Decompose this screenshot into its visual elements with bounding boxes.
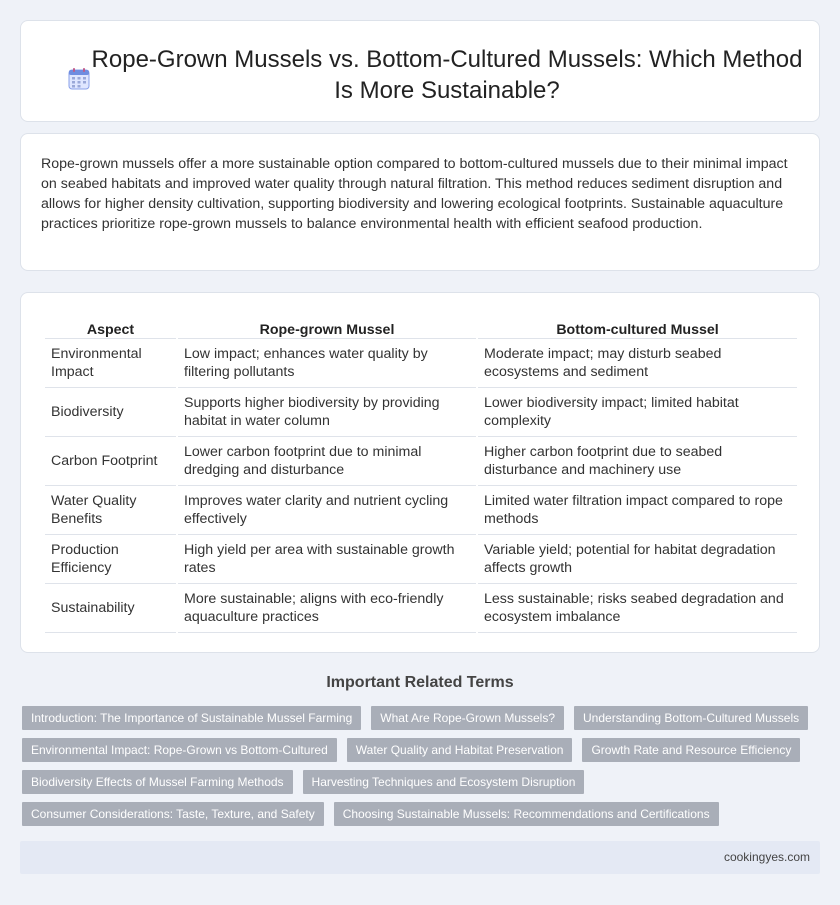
related-terms-row (22, 706, 822, 730)
related-term-link[interactable]: Growth Rate and Resource Efficiency (582, 738, 800, 762)
related-term-link[interactable]: Harvesting Techniques and Ecosystem Disruption (303, 770, 585, 794)
table-cell-aspect: Carbon Footprint (45, 437, 176, 486)
column-header-aspect: Aspect (45, 315, 176, 339)
table-cell-rope: High yield per area with sustainable growth rates (178, 535, 476, 584)
related-terms-row (22, 802, 822, 826)
related-term-link[interactable]: Choosing Sustainable Mussels: Recommendations and Certifications (334, 802, 719, 826)
related-term-link[interactable]: What Are Rope-Grown Mussels? (371, 706, 564, 730)
related-terms-title: Important Related Terms (326, 674, 514, 691)
related-term-link[interactable]: Consumer Considerations: Taste, Texture, and Safety (22, 802, 324, 826)
table-cell-rope: Supports higher biodiversity by providing habitat in water column (178, 388, 476, 437)
table-row (45, 437, 797, 486)
table-cell-rope: More sustainable; aligns with eco-friendly aquaculture practices (178, 584, 476, 633)
table-header-row (45, 315, 797, 339)
table-row (45, 486, 797, 535)
table-cell-bottom: Variable yield; potential for habitat degradation affects growth (478, 535, 797, 584)
table-cell-bottom: Less sustainable; risks seabed degradation and ecosystem imbalance (478, 584, 797, 633)
table-cell-aspect: Sustainability (45, 584, 176, 633)
summary-paragraph: Rope-grown mussels offer a more sustainable option compared to bottom-cultured mussels due to their minimal impact on seabed habitats and improved water quality through natural filtration. This method reduces sediment disruption and allows for higher density cultivation, supporting biodiversity and lowering ecological footprints. Sustainable aquaculture practices prioritize rope-grown mussels to balance environmental health with efficient seafood production. (41, 156, 788, 232)
page-title: Rope-Grown Mussels vs. Bottom-Cultured Mussels: Which Method Is More Sustainable? (91, 46, 803, 104)
comparison-table-card (20, 292, 820, 653)
table-cell-bottom: Moderate impact; may disturb seabed ecosystems and sediment (478, 339, 797, 388)
table-cell-aspect: Biodiversity (45, 388, 176, 437)
footer-site-name: cookingyes.com (723, 850, 810, 864)
comparison-table (43, 315, 799, 633)
calendar-icon (67, 67, 91, 91)
table-cell-aspect: Environmental Impact (45, 339, 176, 388)
table-cell-bottom: Higher carbon footprint due to seabed disturbance and machinery use (478, 437, 797, 486)
related-terms-row (22, 770, 822, 794)
table-row (45, 535, 797, 584)
related-term-link[interactable]: Water Quality and Habitat Preservation (347, 738, 573, 762)
related-terms-row (22, 738, 822, 762)
related-term-link[interactable]: Introduction: The Importance of Sustainable Mussel Farming (22, 706, 361, 730)
table-cell-aspect: Production Efficiency (45, 535, 176, 584)
footer-bar (20, 841, 820, 874)
related-term-link[interactable]: Understanding Bottom-Cultured Mussels (574, 706, 808, 730)
table-cell-bottom: Lower biodiversity impact; limited habitat complexity (478, 388, 797, 437)
table-cell-rope: Lower carbon footprint due to minimal dredging and disturbance (178, 437, 476, 486)
table-row (45, 388, 797, 437)
column-header-bottom-cultured: Bottom-cultured Mussel (478, 315, 797, 339)
related-term-link[interactable]: Biodiversity Effects of Mussel Farming Methods (22, 770, 293, 794)
title-card (20, 20, 820, 122)
table-cell-rope: Low impact; enhances water quality by filtering pollutants (178, 339, 476, 388)
related-terms-list (22, 706, 822, 834)
table-row (45, 339, 797, 388)
table-cell-bottom: Limited water filtration impact compared to rope methods (478, 486, 797, 535)
table-row (45, 584, 797, 633)
table-cell-rope: Improves water clarity and nutrient cycling effectively (178, 486, 476, 535)
related-term-link[interactable]: Environmental Impact: Rope-Grown vs Bottom-Cultured (22, 738, 337, 762)
column-header-rope-grown: Rope-grown Mussel (178, 315, 476, 339)
table-cell-aspect: Water Quality Benefits (45, 486, 176, 535)
summary-card (20, 133, 820, 271)
